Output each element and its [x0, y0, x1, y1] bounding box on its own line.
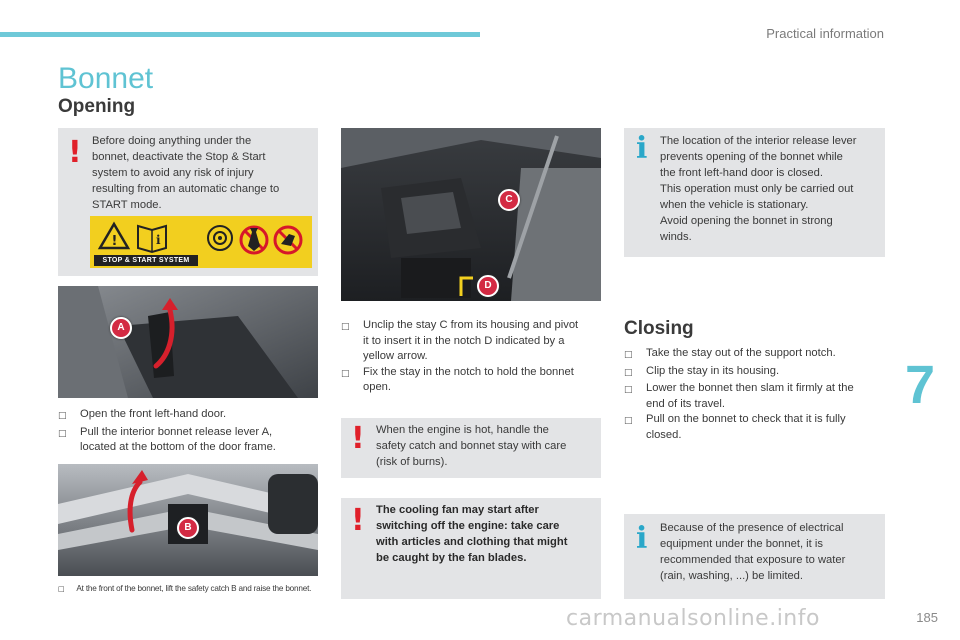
page-title: Bonnet [58, 62, 154, 95]
callout-d: D [477, 275, 499, 297]
svg-text:!: ! [111, 234, 118, 249]
caption-safety-catch: □ At the front of the bonnet, lift the safety catch B and raise the bonnet. [58, 584, 312, 593]
callout-a: A [110, 317, 132, 339]
stop-start-badge: STOP & START SYSTEM [94, 255, 198, 266]
chapter-number: 7 [905, 355, 936, 415]
callout-b: B [177, 517, 199, 539]
section-heading-closing: Closing [624, 318, 694, 339]
photo-interior-release-lever [58, 286, 318, 398]
svg-text:i: i [156, 233, 161, 247]
section-heading-opening: Opening [58, 96, 136, 117]
header-accent-bar [0, 32, 480, 37]
list-item: □ Pull on the bonnet to check that it is fully closed. [624, 412, 888, 443]
closing-steps-list [624, 346, 888, 443]
warning-text-hot-engine: When the engine is hot, handle the safety catch and bonnet stay with care (risk of burns). [376, 424, 567, 468]
checkbox-bullet-icon: □ [58, 585, 65, 593]
list-item: □ Unclip the stay C from its housing and pivot it to insert it in the notch D indicated by a yellow arrow. [341, 318, 603, 365]
checkbox-bullet-icon: □ [341, 322, 350, 332]
warning-icon: ! [351, 503, 365, 538]
photo-engine-bay-stay [341, 128, 601, 301]
checkbox-bullet-icon: □ [624, 385, 633, 395]
checkbox-bullet-icon: □ [624, 350, 633, 360]
checkbox-bullet-icon: □ [624, 367, 633, 378]
info-icon: i [636, 521, 648, 556]
list-item: □ Fix the stay in the notch to hold the bonnet open. [341, 365, 603, 396]
info-text-release-location: The location of the interior release lever prevents opening of the bonnet while the front left-hand door is closed. This operation must only be carried out when the vehicle is stationary. Avoid opening the bonnet in strong winds. [660, 135, 857, 243]
list-item: □ Take the stay out of the support notch. [624, 346, 888, 364]
checkbox-bullet-icon: □ [58, 428, 67, 439]
warning-icon: ! [351, 421, 365, 456]
list-item: □ Clip the stay in its housing. [624, 364, 888, 382]
stay-steps-list [341, 318, 603, 396]
page-number: 185 [916, 610, 938, 625]
checkbox-bullet-icon: □ [341, 368, 350, 379]
warning-text-stop-start: Before doing anything under the bonnet, deactivate the Stop & Start system to avoid any risk of injury resulting from an automatic change to START mode. [92, 135, 280, 211]
warning-text-cooling-fan: The cooling fan may start after switching off the engine: take care with articles and clothing that might be caught by the fan blades. [376, 504, 568, 564]
list-item: □ Lower the bonnet then slam it firmly at the end of its travel. [624, 381, 888, 412]
callout-c: C [498, 189, 520, 211]
list-item: □ Pull the interior bonnet release lever A, located at the bottom of the door frame. [58, 425, 320, 456]
checkbox-bullet-icon: □ [624, 416, 633, 426]
info-text-electrical: Because of the presence of electrical equipment under the bonnet, it is recommended that exposure to water (rain, washing, ...) be limited. [660, 522, 846, 582]
checkbox-bullet-icon: □ [58, 411, 67, 421]
list-item: □ Open the front left-hand door. [58, 407, 320, 425]
watermark: carmanualsonline.info [566, 606, 820, 631]
header-title: Practical information [766, 26, 884, 41]
info-icon: i [636, 131, 648, 166]
opening-steps-list [58, 407, 320, 456]
warning-icon: ! [68, 135, 82, 170]
